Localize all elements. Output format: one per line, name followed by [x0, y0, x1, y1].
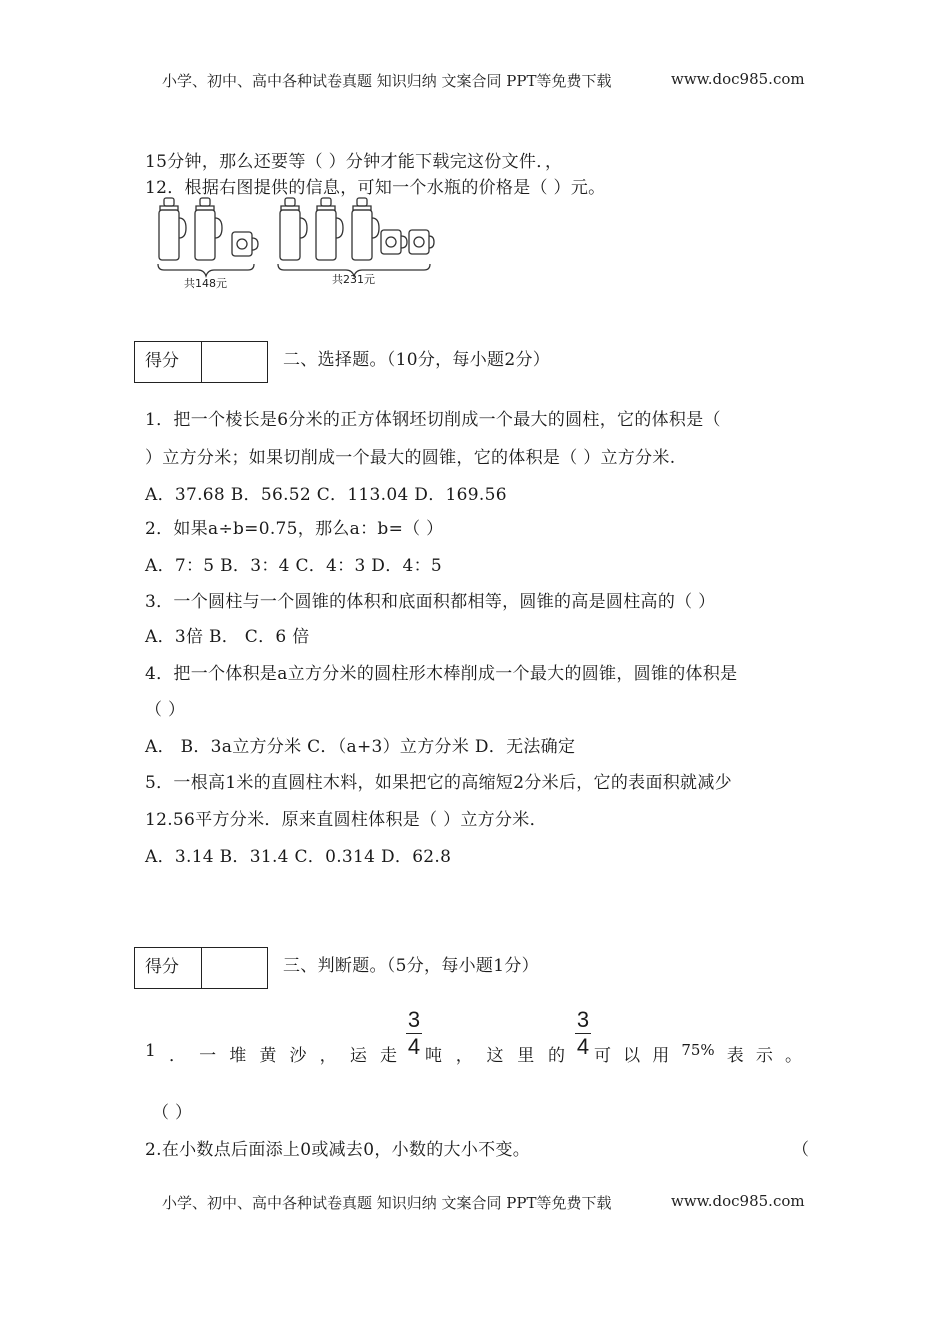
header-text: 小学、初中、高中各种试卷真题 知识归纳 文案合同 PPT等免费下载 [162, 72, 612, 90]
footer-site: www.doc985.com [671, 1192, 805, 1210]
s2-q4-line2: （ ） [145, 700, 186, 720]
s3-q1-part-b: 吨 ， 这 里 的 [425, 1046, 565, 1066]
s3-q1-part-a: 1 ． 一 堆 黄 沙 ， 运 走 [145, 1041, 397, 1066]
score-box [134, 341, 268, 383]
left-total-label: 共148元 [184, 277, 227, 290]
score-label: 得分 [145, 957, 179, 977]
s2-q2: 2．如果a÷b=0.75，那么a：b=（ ） [145, 519, 444, 539]
s3-q1-part-c: 可 以 用 75% 表 示 。 [594, 1041, 802, 1066]
s2-q2-options: A．7：5 B．3：4 C．4：3 D．4：5 [145, 556, 443, 576]
s3-q2-answer-paren: （ [792, 1140, 810, 1160]
s2-q1-options: A．37.68 B．56.52 C．113.04 D．169.56 [145, 485, 507, 505]
s2-q4-line1: 4．把一个体积是a立方分米的圆柱形木棒削成一个最大的圆锥，圆锥的体积是 [145, 664, 738, 684]
footer-text: 小学、初中、高中各种试卷真题 知识归纳 文案合同 PPT等免费下载 [162, 1194, 612, 1212]
s2-q3-options: A．3倍 B． C．6 倍 [145, 627, 310, 647]
s2-q4-options: A． B．3a立方分米 C．（a+3）立方分米 D．无法确定 [145, 737, 576, 757]
s3-q2: 2.在小数点后面添上0或减去0，小数的大小不变。 [145, 1140, 531, 1160]
cup-icon [232, 232, 258, 256]
q11-tail: 15分钟，那么还要等（ ）分钟才能下载完这份文件．， [145, 152, 563, 172]
section2-title: 二、选择题。（10分，每小题2分） [283, 350, 551, 370]
score-label: 得分 [145, 351, 179, 371]
thermos-icon [280, 198, 307, 260]
fraction-three-quarters: 3 4 [576, 1007, 590, 1059]
cup-icon [381, 230, 407, 254]
thermos-icon [195, 198, 222, 260]
s2-q3: 3．一个圆柱与一个圆锥的体积和底面积都相等，圆锥的高是圆柱高的（ ） [145, 592, 716, 612]
s3-q1-answer-paren: （ ） [152, 1103, 193, 1123]
header-site: www.doc985.com [671, 70, 805, 88]
thermos-icon [352, 198, 379, 260]
s2-q5-line1: 5．一根高1米的直圆柱木料，如果把它的高缩短2分米后，它的表面积就减少 [145, 773, 732, 793]
right-total-label: 共231元 [332, 273, 375, 286]
cup-icon [409, 230, 434, 254]
score-box [134, 947, 268, 989]
thermos-icon [316, 198, 343, 260]
fraction-three-quarters: 3 4 [407, 1007, 421, 1059]
q12: 12．根据右图提供的信息，可知一个水瓶的价格是（ ）元。 [145, 178, 606, 198]
section3-title: 三、判断题。（5分，每小题1分） [283, 956, 539, 976]
thermos-icon [159, 198, 186, 260]
s2-q5-options: A．3.14 B．31.4 C．0.314 D．62.8 [145, 847, 452, 867]
s2-q5-line2: 12.56平方分米．原来直圆柱体积是（ ）立方分米． [145, 810, 547, 830]
s2-q1-line1: 1．把一个棱长是6分米的正方体钢坯切削成一个最大的圆柱，它的体积是（ [145, 410, 721, 430]
s2-q1-line2: ）立方分米；如果切削成一个最大的圆锥，它的体积是（ ）立方分米. [145, 448, 676, 468]
